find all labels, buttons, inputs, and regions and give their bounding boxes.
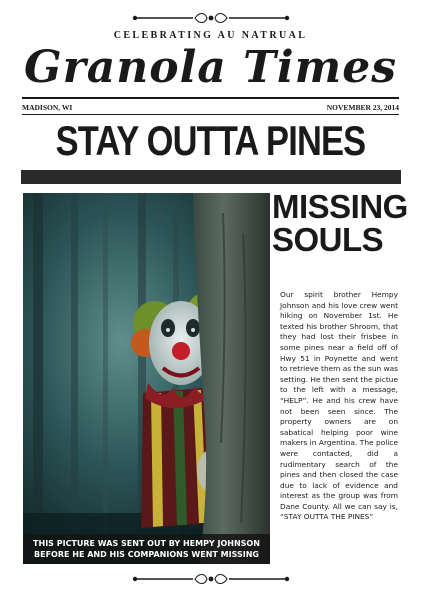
photo-caption-line1: THIS PICTURE WAS SENT OUT BY HEMPY JOHNSON [33, 539, 260, 548]
clown-photo-illustration [23, 193, 270, 564]
top-flourish-ornament [0, 11, 421, 25]
dateline-date: NOVEMBER 23, 2014 [326, 102, 399, 112]
story-subhead [272, 190, 412, 256]
dateline-location: MADISON, WI [22, 102, 73, 112]
story-body: Our spirit brother Hempy Johnson and his love crew went hiking on November 1st. He texted his brother Shroom, that they had lost their frisbee in some pines near a field off of Hwy 51 in Poynette and went to retrieve them as the sun was setting. He then sent the pictue to the left with a message, “HELP”. He and his crew have not been seen since. The property owners are on sabatical helping poor wine makers in Argentina. The police were contacted, did a rudimentary search of the pines and then closed the case due to lack of evidence and interest as the group was from Dane County. All we can say is, “STAY OUTTA THE PINES” [280, 290, 398, 522]
story-subhead-line1: MISSING [272, 188, 408, 225]
masthead-title: Granola Times [24, 42, 397, 93]
front-page-headline: STAY OUTTA PINES [55, 117, 366, 164]
masthead-rule-top [22, 97, 399, 99]
dateline [22, 101, 399, 113]
clown-photo [23, 193, 270, 564]
section-divider-bar [21, 170, 401, 184]
story-subhead-line2: SOULS [272, 221, 384, 258]
masthead-rule-bottom [22, 114, 399, 115]
bottom-flourish-ornament [0, 572, 421, 586]
photo-caption-line2: BEFORE HE AND HIS COMPANIONS WENT MISSING [34, 550, 259, 559]
masthead-tagline: CELEBRATING AU NATRUAL [113, 30, 308, 41]
photo-caption [23, 534, 270, 564]
